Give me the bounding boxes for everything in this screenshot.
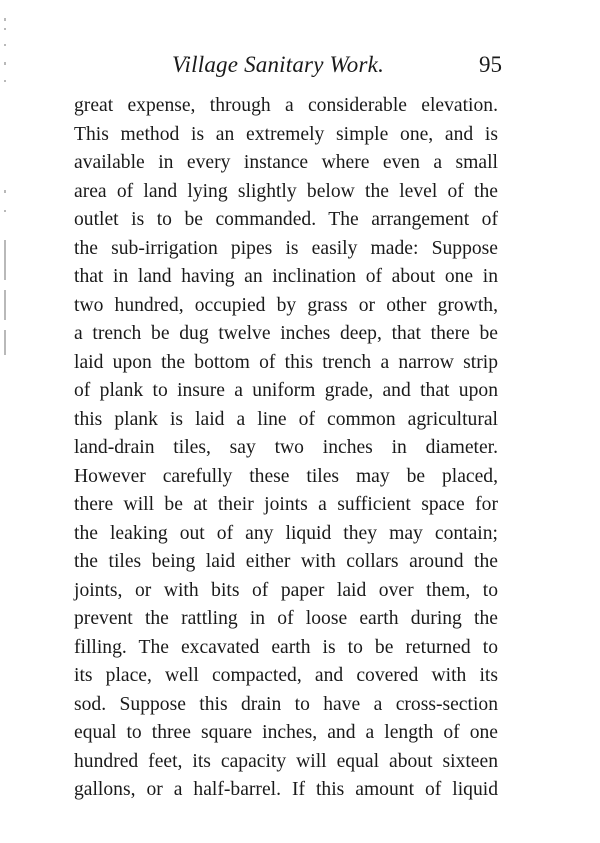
text-line: a trench be dug twelve inches deep, that there be (74, 323, 498, 344)
text-line: gallons, or a half-barrel. If this amount of liquid (74, 779, 498, 800)
text-line: two hundred, occupied by grass or other growth, (74, 294, 498, 316)
margin-speck (4, 62, 6, 65)
margin-speck (4, 28, 6, 30)
text-line: the leaking out of any liquid they may contain; (74, 522, 498, 544)
text-line: the sub-irrigation pipes is easily made: Suppose (74, 237, 498, 259)
text-line: outlet is to be commanded. The arrangement of (74, 209, 498, 230)
margin-speck (4, 290, 6, 320)
margin-speck (4, 80, 6, 82)
body-text (74, 92, 498, 805)
margin-speck (4, 240, 6, 280)
text-line: available in every instance where even a small (74, 152, 498, 173)
margin-speck (4, 190, 6, 193)
text-line: its place, well compacted, and covered with its (74, 665, 498, 686)
running-head (72, 50, 502, 86)
text-line: prevent the rattling in of loose earth during the (74, 608, 498, 629)
text-line: area of land lying slightly below the level of the (74, 180, 498, 202)
binding-margin-specks (2, 10, 10, 390)
margin-speck (4, 44, 6, 46)
text-line: great expense, through a considerable elevation. (74, 95, 498, 116)
text-line: However carefully these tiles may be placed, (74, 465, 498, 487)
text-line: equal to three square inches, and a length of one (74, 722, 498, 743)
text-line: land-drain tiles, say two inches in diameter. (74, 437, 498, 458)
text-line: joints, or with bits of paper laid over them, to (74, 579, 498, 601)
running-title: Village Sanitary Work. (172, 52, 385, 77)
text-line: there will be at their joints a sufficient space for (74, 494, 498, 515)
text-line: This method is an extremely simple one, and is (74, 123, 498, 145)
margin-speck (4, 210, 6, 212)
text-line: sod. Suppose this drain to have a cross-section (74, 693, 498, 715)
page-number: 95 (479, 52, 502, 77)
margin-speck (4, 18, 6, 21)
text-line: the tiles being laid either with collars around the (74, 551, 498, 572)
margin-speck (4, 330, 6, 355)
text-line: hundred feet, its capacity will equal about sixteen (74, 750, 498, 772)
text-line: that in land having an inclination of about one in (74, 266, 498, 287)
text-line: laid upon the bottom of this trench a narrow strip (74, 351, 498, 373)
text-line: of plank to insure a uniform grade, and that upon (74, 380, 498, 401)
text-line: this plank is laid a line of common agricultural (74, 408, 498, 430)
text-line: filling. The excavated earth is to be returned to (74, 636, 498, 658)
